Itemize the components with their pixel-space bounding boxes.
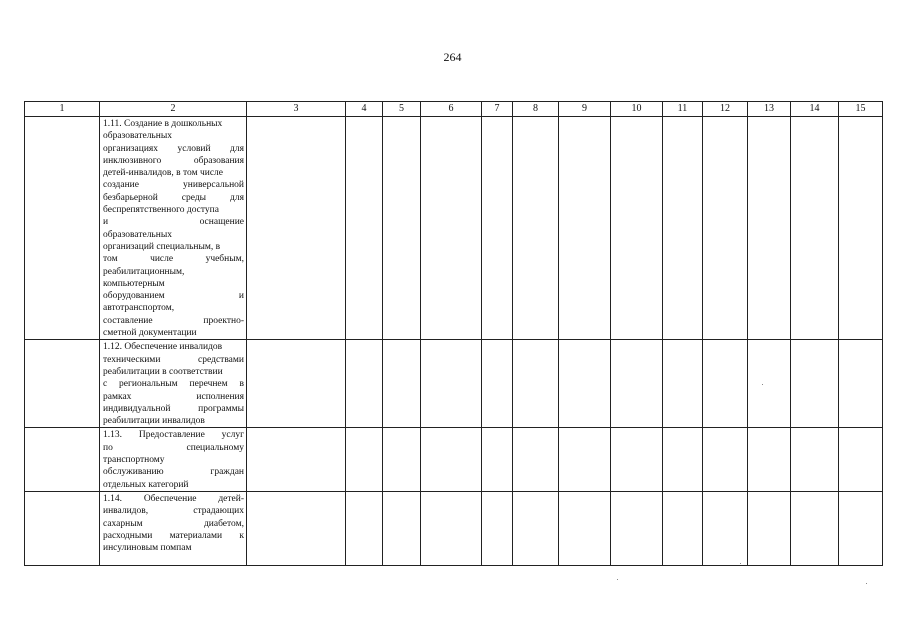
empty-cell bbox=[559, 340, 611, 428]
row-description-cell bbox=[100, 428, 247, 491]
table-row bbox=[25, 340, 883, 428]
page-number: 264 bbox=[443, 50, 462, 64]
empty-cell bbox=[25, 491, 100, 565]
empty-cell bbox=[611, 428, 663, 491]
empty-cell bbox=[482, 117, 513, 340]
empty-cell bbox=[482, 491, 513, 565]
header-cell: 5 bbox=[383, 102, 421, 117]
description-line: компьютерным bbox=[103, 278, 165, 289]
description-line: составление проектно- bbox=[103, 315, 244, 326]
empty-cell bbox=[247, 491, 346, 565]
empty-cell bbox=[663, 340, 703, 428]
header-cell: 7 bbox=[482, 102, 513, 117]
empty-cell bbox=[25, 428, 100, 491]
empty-cell bbox=[559, 117, 611, 340]
header-cell: 13 bbox=[748, 102, 791, 117]
empty-cell bbox=[703, 491, 748, 565]
header-cell: 4 bbox=[346, 102, 383, 117]
header-cell: 2 bbox=[100, 102, 247, 117]
empty-cell bbox=[559, 491, 611, 565]
empty-cell bbox=[346, 340, 383, 428]
description-line: обслуживанию граждан bbox=[103, 467, 244, 478]
empty-cell bbox=[611, 117, 663, 340]
header-cell: 6 bbox=[421, 102, 482, 117]
table-row bbox=[25, 491, 883, 565]
empty-cell bbox=[791, 491, 839, 565]
header-cell: 9 bbox=[559, 102, 611, 117]
description-line: том числе учебным, bbox=[103, 254, 244, 265]
empty-cell bbox=[383, 340, 421, 428]
empty-cell bbox=[748, 491, 791, 565]
empty-cell bbox=[383, 491, 421, 565]
empty-cell bbox=[513, 340, 559, 428]
empty-cell bbox=[247, 340, 346, 428]
empty-cell bbox=[482, 340, 513, 428]
description-line: рамках исполнения bbox=[103, 391, 244, 402]
header-cell: 8 bbox=[513, 102, 559, 117]
header-cell: 1 bbox=[25, 102, 100, 117]
header-cell: 11 bbox=[663, 102, 703, 117]
empty-cell bbox=[748, 117, 791, 340]
empty-cell bbox=[839, 117, 883, 340]
description-line: беспрепятственного доступа bbox=[103, 205, 219, 216]
empty-cell bbox=[25, 117, 100, 340]
empty-cell bbox=[791, 340, 839, 428]
description-line: транспортному bbox=[103, 455, 165, 466]
row-description bbox=[100, 340, 246, 427]
description-line: 1.11. Создание в дошкольных bbox=[103, 119, 223, 129]
empty-cell bbox=[663, 491, 703, 565]
table-row bbox=[25, 428, 883, 491]
empty-cell bbox=[611, 340, 663, 428]
description-line: отдельных категорий bbox=[103, 479, 189, 490]
description-line: 1.12. Обеспечение инвалидов bbox=[103, 342, 223, 353]
description-line: реабилитации в соответствии bbox=[103, 366, 223, 377]
empty-cell bbox=[663, 428, 703, 491]
scan-speck bbox=[740, 563, 741, 564]
header-cell: 12 bbox=[703, 102, 748, 117]
row-description-cell bbox=[100, 340, 247, 428]
empty-cell bbox=[559, 428, 611, 491]
empty-cell bbox=[346, 428, 383, 491]
description-line: детей-инвалидов, в том числе bbox=[103, 168, 224, 179]
description-line: инсулиновым помпам bbox=[103, 543, 192, 554]
description-line: образовательных bbox=[103, 131, 172, 142]
empty-cell bbox=[421, 428, 482, 491]
scan-speck bbox=[617, 579, 618, 580]
empty-cell bbox=[703, 340, 748, 428]
description-line: 1.14. Обеспечение детей- bbox=[103, 493, 244, 504]
empty-cell bbox=[791, 428, 839, 491]
row-description bbox=[100, 492, 246, 554]
description-line: по специальному bbox=[103, 442, 244, 453]
description-line: и оснащение bbox=[103, 217, 244, 228]
row-description bbox=[100, 428, 246, 490]
description-line: автотранспортом, bbox=[103, 303, 175, 314]
empty-cell bbox=[839, 340, 883, 428]
description-line: инвалидов, страдающих bbox=[103, 506, 244, 517]
empty-cell bbox=[513, 491, 559, 565]
empty-cell bbox=[791, 117, 839, 340]
empty-cell bbox=[346, 117, 383, 340]
header-cell: 10 bbox=[611, 102, 663, 117]
table-header-row bbox=[25, 102, 883, 117]
header-cell: 14 bbox=[791, 102, 839, 117]
header-cell: 3 bbox=[247, 102, 346, 117]
empty-cell bbox=[513, 428, 559, 491]
description-line: с региональным перечнем в bbox=[103, 379, 244, 390]
description-line: реабилитационным, bbox=[103, 266, 185, 277]
empty-cell bbox=[421, 491, 482, 565]
description-line: образовательных bbox=[103, 229, 172, 240]
empty-cell bbox=[611, 491, 663, 565]
empty-cell bbox=[703, 117, 748, 340]
empty-cell bbox=[247, 428, 346, 491]
description-line: сахарным диабетом, bbox=[103, 518, 244, 529]
empty-cell bbox=[748, 428, 791, 491]
empty-cell bbox=[346, 491, 383, 565]
empty-cell bbox=[513, 117, 559, 340]
description-line: организациях условий для bbox=[103, 143, 244, 154]
description-line: 1.13. Предоставление услуг bbox=[103, 430, 244, 441]
empty-cell bbox=[839, 428, 883, 491]
empty-cell bbox=[839, 491, 883, 565]
empty-cell bbox=[421, 117, 482, 340]
description-line: безбарьерной среды для bbox=[103, 192, 244, 203]
description-line: техническими средствами bbox=[103, 354, 244, 365]
empty-cell bbox=[421, 340, 482, 428]
empty-cell bbox=[25, 340, 100, 428]
description-line: реабилитации инвалидов bbox=[103, 416, 205, 427]
row-description bbox=[100, 117, 246, 339]
table-row bbox=[25, 117, 883, 340]
description-line: оборудованием и bbox=[103, 291, 244, 302]
description-line: инклюзивного образования bbox=[103, 155, 244, 166]
empty-cell bbox=[703, 428, 748, 491]
row-description-cell bbox=[100, 117, 247, 340]
description-line: создание универсальной bbox=[103, 180, 244, 191]
description-line: организаций специальным, в bbox=[103, 241, 221, 252]
row-description-cell bbox=[100, 491, 247, 565]
empty-cell bbox=[383, 117, 421, 340]
empty-cell bbox=[247, 117, 346, 340]
data-table bbox=[24, 101, 883, 566]
empty-cell bbox=[383, 428, 421, 491]
header-cell: 15 bbox=[839, 102, 883, 117]
empty-cell bbox=[748, 340, 791, 428]
description-line: индивидуальной программы bbox=[103, 403, 244, 414]
description-line: расходными материалами к bbox=[103, 530, 244, 541]
scan-speck bbox=[866, 583, 867, 584]
empty-cell bbox=[482, 428, 513, 491]
description-line: сметной документации bbox=[103, 328, 197, 339]
empty-cell bbox=[663, 117, 703, 340]
scan-speck bbox=[762, 384, 763, 385]
